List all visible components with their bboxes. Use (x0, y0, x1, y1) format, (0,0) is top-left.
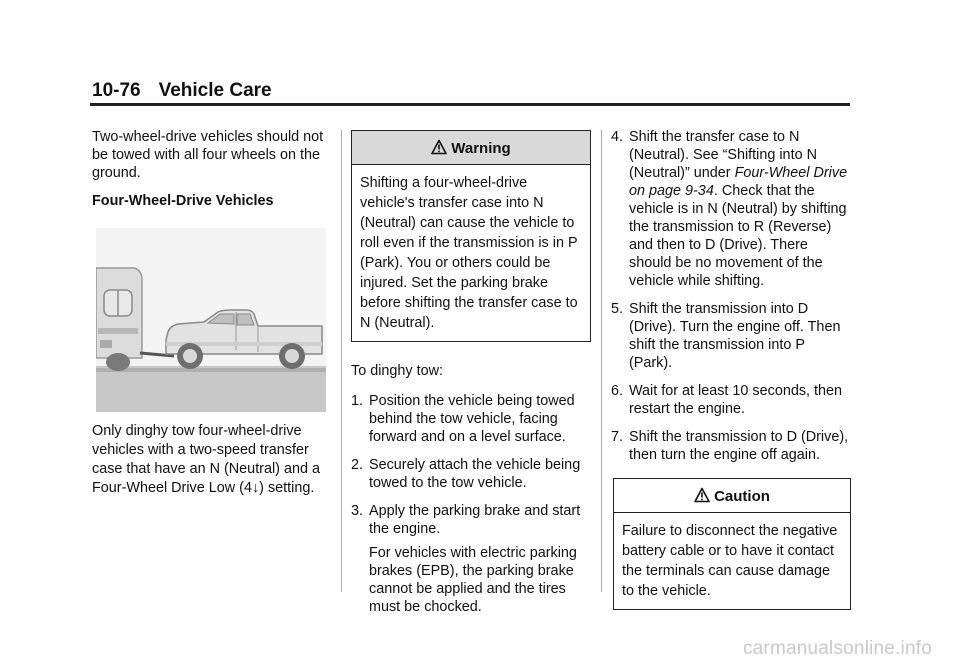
column-divider-2 (601, 130, 602, 592)
list-item (351, 456, 591, 492)
warning-header (352, 131, 590, 165)
list-item (351, 392, 591, 446)
step-number: 5. (611, 301, 624, 317)
warning-box (351, 130, 591, 342)
section-heading: Four-Wheel-Drive Vehicles (92, 193, 274, 209)
step-text: Shift the transmission into D (Drive). Turn the engine off. Then shift the transmission into P (Park). (629, 301, 841, 371)
step-text: . Check that the vehicle is in N (Neutral) by shifting the transmission to R (Reverse) and then to D (Drive). There should be no movement of the vehicle while shifting. (629, 183, 847, 289)
body-paragraph (92, 422, 330, 498)
column-3 (611, 128, 851, 610)
step-text: Shift the transmission to D (Drive), then turn the engine off again. (629, 429, 849, 463)
page-header (92, 80, 272, 102)
list-item (611, 300, 851, 372)
intro-paragraph: Two-wheel-drive vehicles should not be towed with all four wheels on the ground. (92, 129, 324, 181)
steps-list-2 (611, 128, 851, 464)
dinghy-lead: To dinghy tow: (351, 363, 443, 379)
step-text: Securely attach the vehicle being towed to the tow vehicle. (369, 457, 581, 491)
warning-triangle-icon (431, 139, 447, 155)
list-item (351, 502, 591, 616)
step-number: 7. (611, 429, 624, 445)
page-number: 10-76 (92, 80, 141, 101)
list-item (611, 382, 851, 418)
warning-body: Shifting a four-wheel-drive vehicle's transfer case into N (Neutral) can cause the vehicle to roll even if the transmission is in P (Park). You or others could be injured. Set the parking brake before shifting the transfer case to N (Neutral). (360, 175, 578, 331)
list-item (611, 128, 851, 290)
cross-reference-link[interactable]: Four-Wheel Drive on page 9-34 (629, 165, 848, 199)
step-subnote: For vehicles with electric parking brakes (EPB), the parking brake cannot be applied and the tires must be chocked. (369, 545, 577, 615)
column-divider-1 (341, 130, 342, 592)
step-text: Shift the transfer case to N (Neutral). See “Shifting into N (Neutral)” under (629, 129, 817, 181)
caution-triangle-icon (694, 487, 710, 503)
step-text: Wait for at least 10 seconds, then restart the engine. (629, 383, 843, 417)
header-rule (90, 103, 850, 106)
step-number: 3. (351, 503, 364, 519)
step-number: 2. (351, 457, 364, 473)
step-text: Position the vehicle being towed behind the tow vehicle, facing forward and on a level surface. (369, 393, 575, 445)
four-low-symbol: ↓ (251, 480, 260, 496)
caution-body: Failure to disconnect the negative battery cable or to have it contact the terminals can cause damage to the vehicle. (622, 523, 838, 599)
list-item (611, 428, 851, 464)
steps-list-1 (351, 392, 591, 616)
step-text: Apply the parking brake and start the engine. (369, 503, 581, 537)
body-text-pre: Only dinghy tow four-wheel-drive vehicles with a two-speed transfer case that have an N (Neutral) and a Four-Wheel Drive Low (4 (92, 423, 320, 496)
step-number: 4. (611, 129, 624, 145)
caution-box (613, 478, 851, 610)
section-title: Vehicle Care (158, 80, 272, 101)
column-1 (92, 128, 330, 508)
warning-title: Warning (451, 140, 511, 157)
step-number: 1. (351, 393, 364, 409)
column-2 (351, 130, 591, 626)
towing-illustration-icon (96, 228, 326, 412)
watermark: carmanualsonline.info (742, 638, 932, 659)
caution-header (614, 479, 850, 513)
caution-title: Caution (714, 488, 770, 505)
motorhome-towing-pickup-illustration (96, 228, 326, 412)
body-text-post: ) setting. (259, 480, 315, 496)
step-number: 6. (611, 383, 624, 399)
